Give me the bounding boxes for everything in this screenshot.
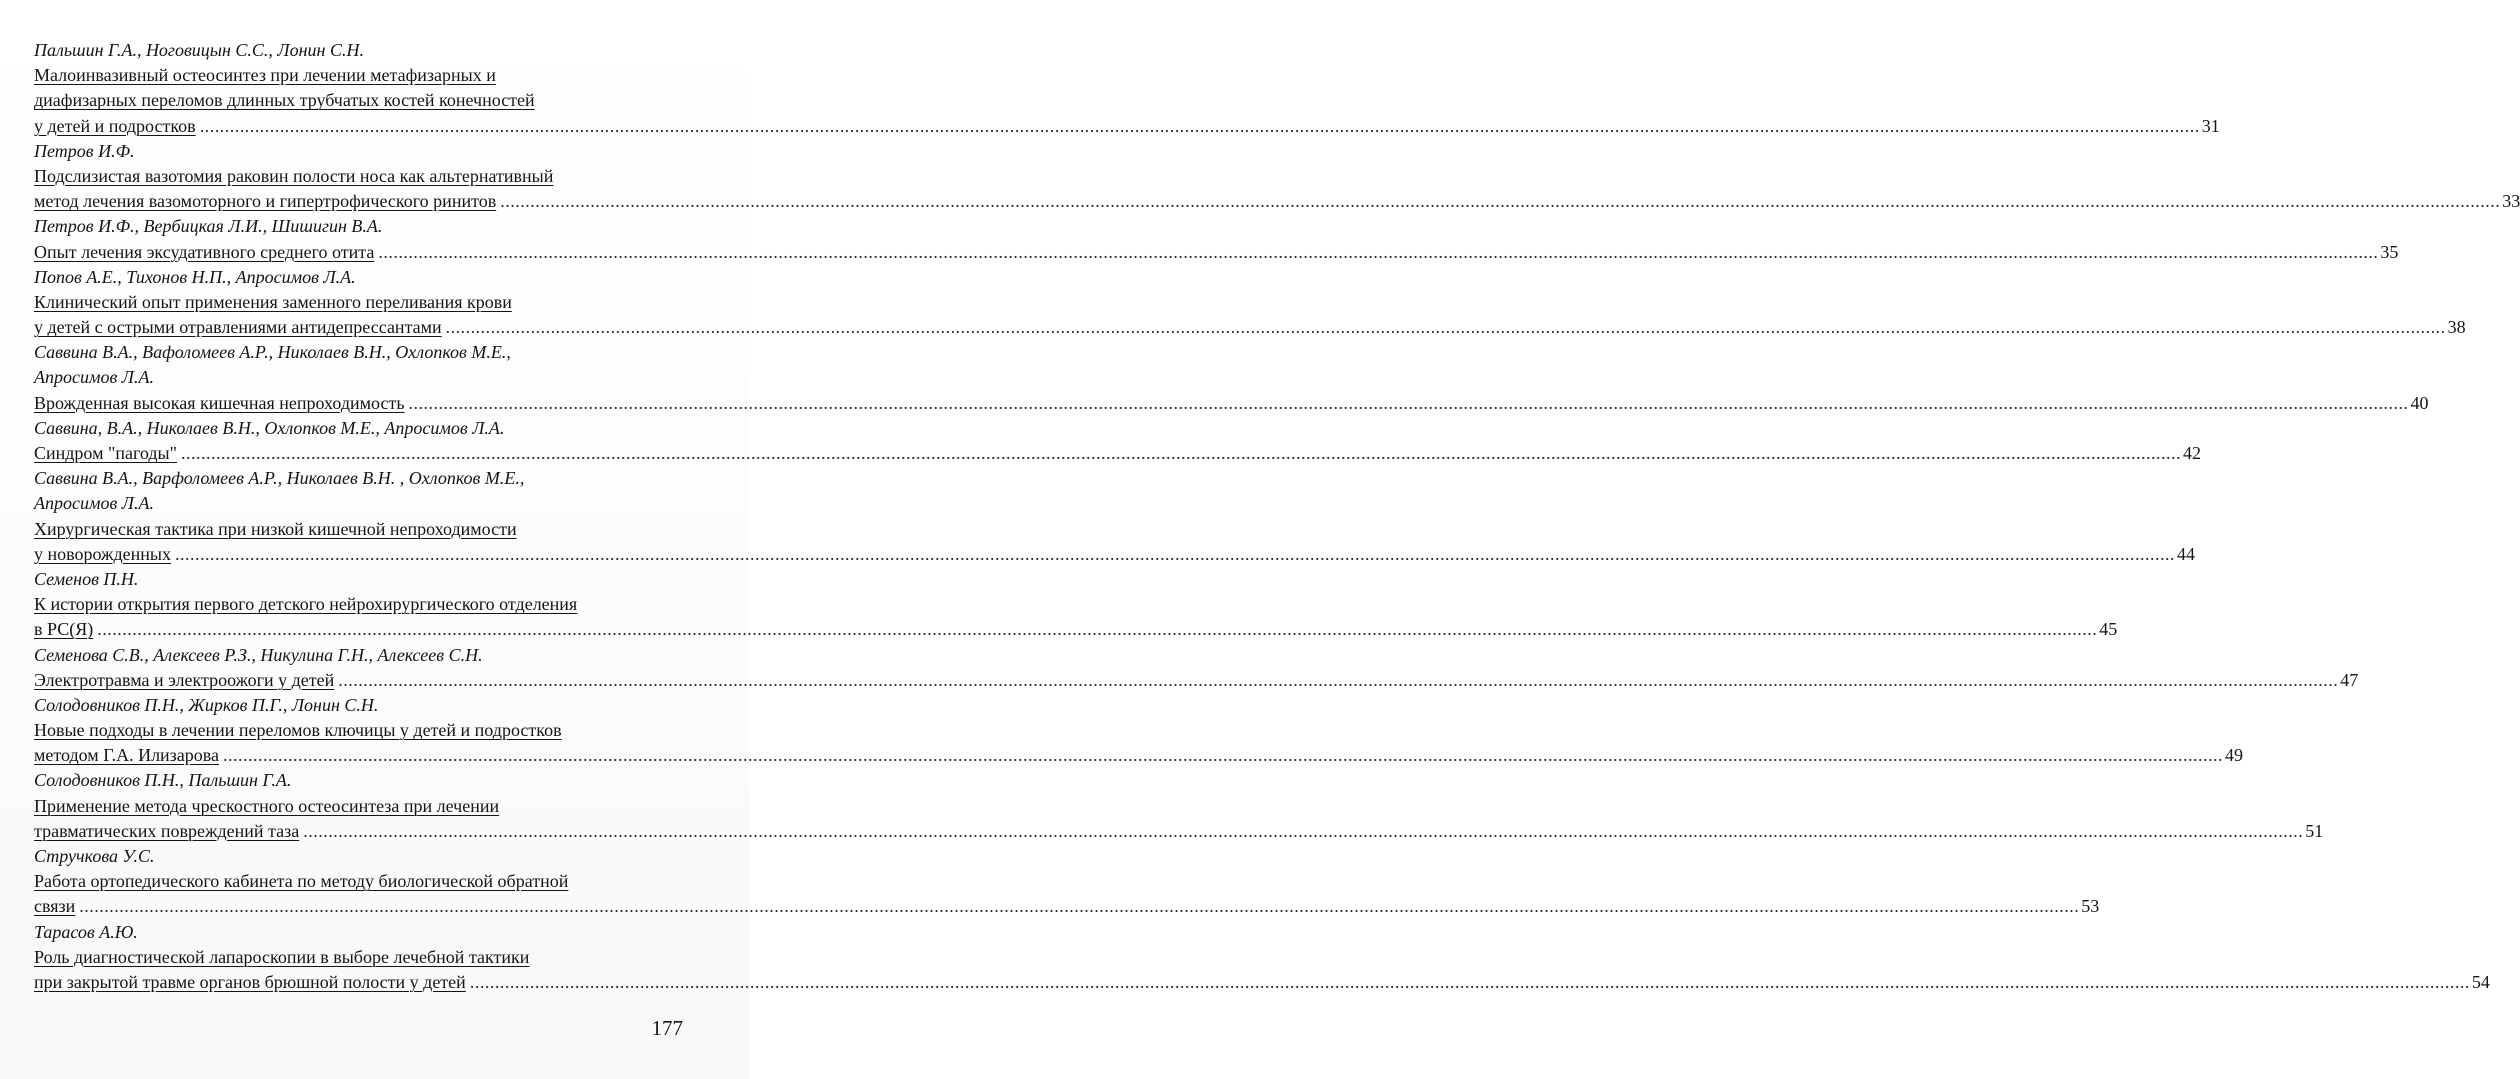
- entry-title-line: диафизарных переломов длинных трубчатых костей конечностей: [34, 90, 535, 111]
- entry-title-text: у детей и подростков: [34, 115, 196, 136]
- dot-leader: ................................................................................................................................................................................................................................................................................................................................................................................................................: [199, 115, 2200, 136]
- entry-page-number: 38: [2447, 317, 2466, 338]
- entry-authors: Семенова С.В., Алексеев Р.З., Никулина Г.Н., Алексеев С.Н.: [34, 644, 483, 665]
- entry-title-last-line: [34, 315, 2466, 340]
- entry-page-number: 45: [2099, 619, 2118, 640]
- entry-title-text: у детей с острыми отравлениями антидепрессантами: [34, 317, 442, 338]
- entry-title-text: при закрытой травме органов брюшной полости у детей: [34, 971, 466, 992]
- entry-title-last-line: [34, 441, 2201, 466]
- entry-title-text: метод лечения вазомоторного и гипертрофического ринитов: [34, 191, 497, 212]
- entry-title-text: в РС(Я): [34, 619, 94, 640]
- dot-leader: ................................................................................................................................................................................................................................................................................................................................................................................................................: [79, 896, 2080, 917]
- entry-title-text: Синдром "пагоды": [34, 443, 177, 463]
- entry-page-number: 31: [2201, 115, 2220, 136]
- entry-authors: Саввина, В.А., Николаев В.Н., Охлопков М.Е., Апросимов Л.А.: [34, 417, 505, 438]
- entry-title-last-line: [34, 668, 2359, 693]
- entry-title-line: К истории открытия первого детского нейрохирургического отделения: [34, 594, 578, 615]
- entry-page-number: 33: [2502, 191, 2520, 212]
- entry-title-last-line: [34, 542, 2196, 567]
- toc-entry: [34, 416, 2201, 466]
- toc-entry: [34, 768, 2324, 844]
- entry-authors: Семенов П.Н.: [34, 568, 139, 589]
- toc-entry: [34, 693, 2244, 769]
- entry-title-line: Работа ортопедического кабинета по методу биологической обратной: [34, 871, 569, 892]
- dot-leader: ................................................................................................................................................................................................................................................................................................................................................................................................................: [303, 820, 2304, 841]
- dot-leader: ................................................................................................................................................................................................................................................................................................................................................................................................................: [338, 669, 2339, 690]
- entry-title-last-line: [34, 617, 2118, 642]
- entry-authors: Тарасов А.Ю.: [34, 921, 138, 942]
- entry-title-line: Хирургическая тактика при низкой кишечной непроходимости: [34, 518, 517, 539]
- toc-entry: [34, 643, 2359, 693]
- entry-title-line: Клинический опыт применения заменного переливания крови: [34, 291, 512, 312]
- dot-leader: ................................................................................................................................................................................................................................................................................................................................................................................................................: [175, 543, 2176, 564]
- entry-title-last-line: [34, 894, 2100, 919]
- dot-leader: ................................................................................................................................................................................................................................................................................................................................................................................................................: [180, 443, 2181, 463]
- entry-title-line: Малоинвазивный остеосинтез при лечении метафизарных и: [34, 65, 496, 86]
- toc-entry: [34, 844, 2100, 920]
- entry-authors: Апросимов Л.А.: [34, 367, 154, 388]
- entry-title-last-line: [34, 189, 2520, 214]
- entry-title-text: связи: [34, 896, 76, 917]
- entry-page-number: 40: [2410, 392, 2429, 413]
- entry-title-line: Роль диагностической лапароскопии в выборе лечебной тактики: [34, 946, 530, 967]
- entry-title-text: Электротравма и электроожоги у детей: [34, 669, 335, 690]
- entry-authors: Попов А.Е., Тихонов Н.П., Апросимов Л.А.: [34, 266, 356, 287]
- entry-authors: Саввина В.А., Варфоломеев А.Р., Николаев В.Н. , Охлопков М.Е.,: [34, 468, 525, 489]
- entry-authors: Пальшин Г.А., Ноговицын С.С., Лонин С.Н.: [34, 40, 364, 60]
- entry-page-number: 53: [2081, 896, 2100, 917]
- entry-title-text: травматических повреждений таза: [34, 820, 300, 841]
- entry-title-last-line: [34, 743, 2244, 768]
- entry-title-last-line: [34, 970, 2490, 995]
- entry-page-number: 44: [2177, 543, 2196, 564]
- entry-page-number: 54: [2471, 971, 2490, 992]
- entry-title-last-line: [34, 240, 2399, 265]
- entry-authors: Саввина В.А., Вафоломеев А.Р., Николаев В.Н., Охлопков М.Е.,: [34, 342, 511, 363]
- entry-title-text: у новорожденных: [34, 543, 172, 564]
- entry-authors: Апросимов Л.А.: [34, 493, 154, 514]
- toc-entry: [34, 265, 2466, 341]
- entry-title-line: Применение метода чрескостного остеосинтеза при лечении: [34, 795, 500, 816]
- entry-page-number: 49: [2225, 745, 2244, 766]
- toc-entry: [34, 466, 2196, 567]
- entry-title-last-line: [34, 114, 2220, 139]
- dot-leader: ................................................................................................................................................................................................................................................................................................................................................................................................................: [469, 971, 2470, 992]
- dot-leader: ................................................................................................................................................................................................................................................................................................................................................................................................................: [445, 317, 2446, 338]
- dot-leader: ................................................................................................................................................................................................................................................................................................................................................................................................................: [97, 619, 2098, 640]
- entry-title-text: методом Г.А. Илизарова: [34, 745, 220, 766]
- toc-entry: [34, 139, 2520, 215]
- entry-title-text: Опыт лечения эксудативного среднего отита: [34, 241, 375, 262]
- dot-leader: ................................................................................................................................................................................................................................................................................................................................................................................................................: [223, 745, 2224, 766]
- entry-authors: Петров И.Ф.: [34, 140, 135, 161]
- dot-leader: ................................................................................................................................................................................................................................................................................................................................................................................................................: [408, 392, 2409, 413]
- dot-leader: ................................................................................................................................................................................................................................................................................................................................................................................................................: [378, 241, 2379, 262]
- toc-entry: [34, 567, 2118, 643]
- entry-page-number: 51: [2305, 820, 2324, 841]
- toc-entry: [34, 920, 2490, 996]
- toc-entry: [34, 38, 2220, 139]
- toc-entry: [34, 340, 2429, 416]
- dot-leader: ................................................................................................................................................................................................................................................................................................................................................................................................................: [500, 191, 2501, 212]
- entry-page-number: 47: [2340, 669, 2359, 690]
- entry-authors: Солодовников П.Н., Пальшин Г.А.: [34, 770, 292, 791]
- table-of-contents: [34, 38, 2520, 995]
- entry-authors: Стручкова У.С.: [34, 846, 155, 866]
- entry-title-last-line: [34, 391, 2429, 416]
- entry-title-text: Врожденная высокая кишечная непроходимость: [34, 392, 405, 413]
- page-number: 177: [651, 1016, 683, 1040]
- entry-authors: Петров И.Ф., Вербицкая Л.И., Шишигин В.А.: [34, 216, 383, 237]
- entry-title-line: Подслизистая вазотомия раковин полости носа как альтернативный: [34, 165, 554, 186]
- entry-authors: Солодовников П.Н., Жирков П.Г., Лонин С.Н.: [34, 694, 379, 715]
- entry-page-number: 42: [2182, 443, 2201, 463]
- entry-title-line: Новые подходы в лечении переломов ключицы у детей и подростков: [34, 720, 562, 741]
- entry-title-last-line: [34, 819, 2324, 844]
- entry-page-number: 35: [2380, 241, 2399, 262]
- toc-entry: [34, 214, 2399, 264]
